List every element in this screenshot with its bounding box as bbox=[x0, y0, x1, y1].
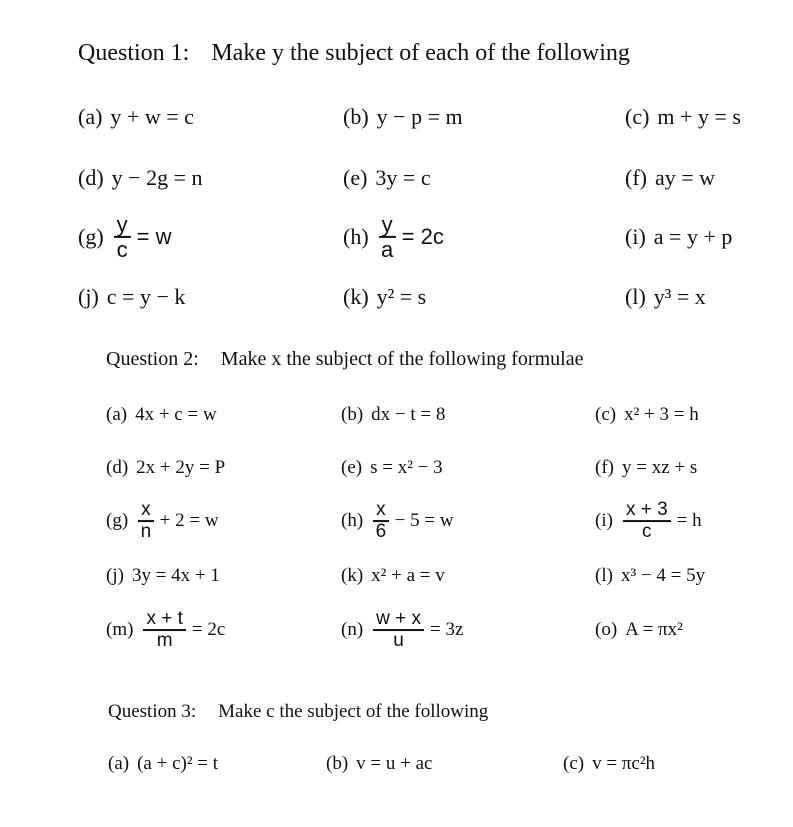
denominator: u bbox=[393, 630, 404, 651]
item-label: (l) bbox=[595, 565, 613, 586]
item-label: (f) bbox=[625, 165, 647, 190]
expression: 4x + c = w bbox=[135, 404, 217, 425]
expression: s = x² − 3 bbox=[370, 457, 443, 478]
item-label: (e) bbox=[343, 165, 368, 190]
numerator: x bbox=[373, 500, 389, 522]
fraction bbox=[623, 500, 671, 542]
exercise-item bbox=[595, 619, 683, 641]
item-label: (b) bbox=[326, 753, 349, 774]
numerator: x + t bbox=[143, 609, 185, 631]
item-label: (k) bbox=[341, 565, 364, 586]
expression: y − 2g = n bbox=[111, 165, 203, 190]
expression: 3y = 4x + 1 bbox=[131, 565, 220, 586]
question-2-instruction: Make x the subject of the following formulae bbox=[220, 348, 584, 370]
expression-rest: = 2c bbox=[401, 224, 444, 249]
exercise-item bbox=[595, 457, 697, 479]
numerator: y bbox=[379, 213, 396, 238]
fraction bbox=[143, 609, 185, 651]
exercise-item bbox=[343, 104, 463, 130]
item-label: (g) bbox=[106, 510, 129, 531]
item-label: (j) bbox=[78, 284, 99, 309]
exercise-item bbox=[106, 565, 220, 587]
item-label: (c) bbox=[563, 753, 585, 774]
item-label: (h) bbox=[341, 510, 364, 531]
item-label: (c) bbox=[625, 104, 650, 129]
question-2-label: Question 2: bbox=[106, 348, 199, 370]
expression: x² + a = v bbox=[371, 565, 445, 586]
expression: x² + 3 = h bbox=[624, 404, 699, 425]
item-label: (j) bbox=[106, 565, 124, 586]
numerator: x bbox=[138, 500, 154, 522]
exercise-item bbox=[595, 500, 702, 542]
expression: m + y = s bbox=[657, 104, 741, 129]
fraction bbox=[373, 609, 424, 651]
item-label: (i) bbox=[595, 510, 613, 531]
exercise-item bbox=[106, 457, 225, 479]
expression-rest: = w bbox=[136, 224, 172, 249]
question-3-instruction: Make c the subject of the following bbox=[218, 701, 489, 722]
numerator: w + x bbox=[373, 609, 424, 631]
item-label: (e) bbox=[341, 457, 363, 478]
expression: a = y + p bbox=[653, 224, 733, 249]
question-1-instruction: Make y the subject of each of the following bbox=[211, 40, 630, 66]
expression: y = xz + s bbox=[621, 457, 698, 478]
item-label: (b) bbox=[343, 104, 369, 129]
exercise-item bbox=[625, 284, 706, 310]
exercise-item bbox=[341, 609, 463, 651]
item-label: (a) bbox=[108, 753, 130, 774]
fraction bbox=[138, 500, 154, 542]
exercise-item bbox=[625, 104, 741, 130]
item-label: (a) bbox=[78, 104, 103, 129]
exercise-item bbox=[341, 565, 445, 587]
denominator: c bbox=[116, 237, 128, 262]
exercise-item bbox=[563, 753, 655, 775]
item-label: (o) bbox=[595, 619, 618, 640]
exercise-item bbox=[341, 404, 445, 426]
item-label: (c) bbox=[595, 404, 617, 425]
exercise-item bbox=[625, 165, 715, 191]
item-label: (a) bbox=[106, 404, 128, 425]
question-2-title bbox=[106, 348, 583, 371]
question-3-title bbox=[108, 701, 488, 723]
expression-rest: = 3z bbox=[430, 619, 464, 640]
exercise-item bbox=[326, 753, 432, 775]
expression: 3y = c bbox=[375, 165, 431, 190]
exercise-item bbox=[341, 500, 454, 542]
expression: 2x + 2y = P bbox=[136, 457, 226, 478]
exercise-item bbox=[78, 104, 194, 130]
item-label: (l) bbox=[625, 284, 646, 309]
expression: v = πc²h bbox=[592, 753, 656, 774]
denominator: m bbox=[156, 630, 173, 651]
item-label: (i) bbox=[625, 224, 646, 249]
exercise-item bbox=[341, 457, 443, 479]
denominator: n bbox=[140, 521, 152, 542]
item-label: (b) bbox=[341, 404, 364, 425]
expression: ay = w bbox=[654, 165, 716, 190]
expression-rest: − 5 = w bbox=[394, 510, 454, 531]
exercise-item bbox=[595, 565, 705, 587]
expression-rest: = 2c bbox=[191, 619, 226, 640]
exercise-item bbox=[343, 213, 444, 261]
item-label: (d) bbox=[78, 165, 104, 190]
denominator: a bbox=[381, 237, 394, 262]
exercise-item bbox=[106, 609, 225, 651]
exercise-item bbox=[343, 165, 431, 191]
expression: y + w = c bbox=[110, 104, 194, 129]
expression: x³ − 4 = 5y bbox=[620, 565, 706, 586]
expression: dx − t = 8 bbox=[371, 404, 446, 425]
item-label: (f) bbox=[595, 457, 614, 478]
expression: y² = s bbox=[376, 284, 427, 309]
exercise-item bbox=[343, 284, 426, 310]
expression: A = πx² bbox=[625, 619, 683, 640]
item-label: (h) bbox=[343, 224, 369, 249]
expression: y³ = x bbox=[653, 284, 706, 309]
expression: v = u + ac bbox=[356, 753, 433, 774]
exercise-item bbox=[625, 224, 732, 250]
numerator: x + 3 bbox=[623, 500, 671, 522]
expression: (a + c)² = t bbox=[137, 753, 219, 774]
question-1-label: Question 1: bbox=[78, 40, 190, 66]
fraction bbox=[373, 500, 389, 542]
numerator: y bbox=[114, 213, 131, 238]
exercise-item bbox=[108, 753, 218, 775]
fraction bbox=[379, 213, 396, 261]
item-label: (g) bbox=[78, 224, 104, 249]
item-label: (k) bbox=[343, 284, 369, 309]
expression-rest: = h bbox=[676, 510, 702, 531]
exercise-item bbox=[78, 213, 172, 261]
exercise-item bbox=[78, 284, 185, 310]
exercise-item bbox=[595, 404, 699, 426]
item-label: (d) bbox=[106, 457, 129, 478]
exercise-item bbox=[106, 404, 217, 426]
item-label: (n) bbox=[341, 619, 364, 640]
item-label: (m) bbox=[106, 619, 134, 640]
question-3-label: Question 3: bbox=[108, 701, 197, 722]
expression: c = y − k bbox=[106, 284, 186, 309]
question-1-title bbox=[78, 40, 630, 67]
denominator: c bbox=[642, 521, 652, 542]
fraction bbox=[114, 213, 131, 261]
exercise-item bbox=[78, 165, 202, 191]
denominator: 6 bbox=[375, 521, 387, 542]
exercise-item bbox=[106, 500, 219, 542]
expression-rest: + 2 = w bbox=[159, 510, 219, 531]
expression: y − p = m bbox=[376, 104, 463, 129]
